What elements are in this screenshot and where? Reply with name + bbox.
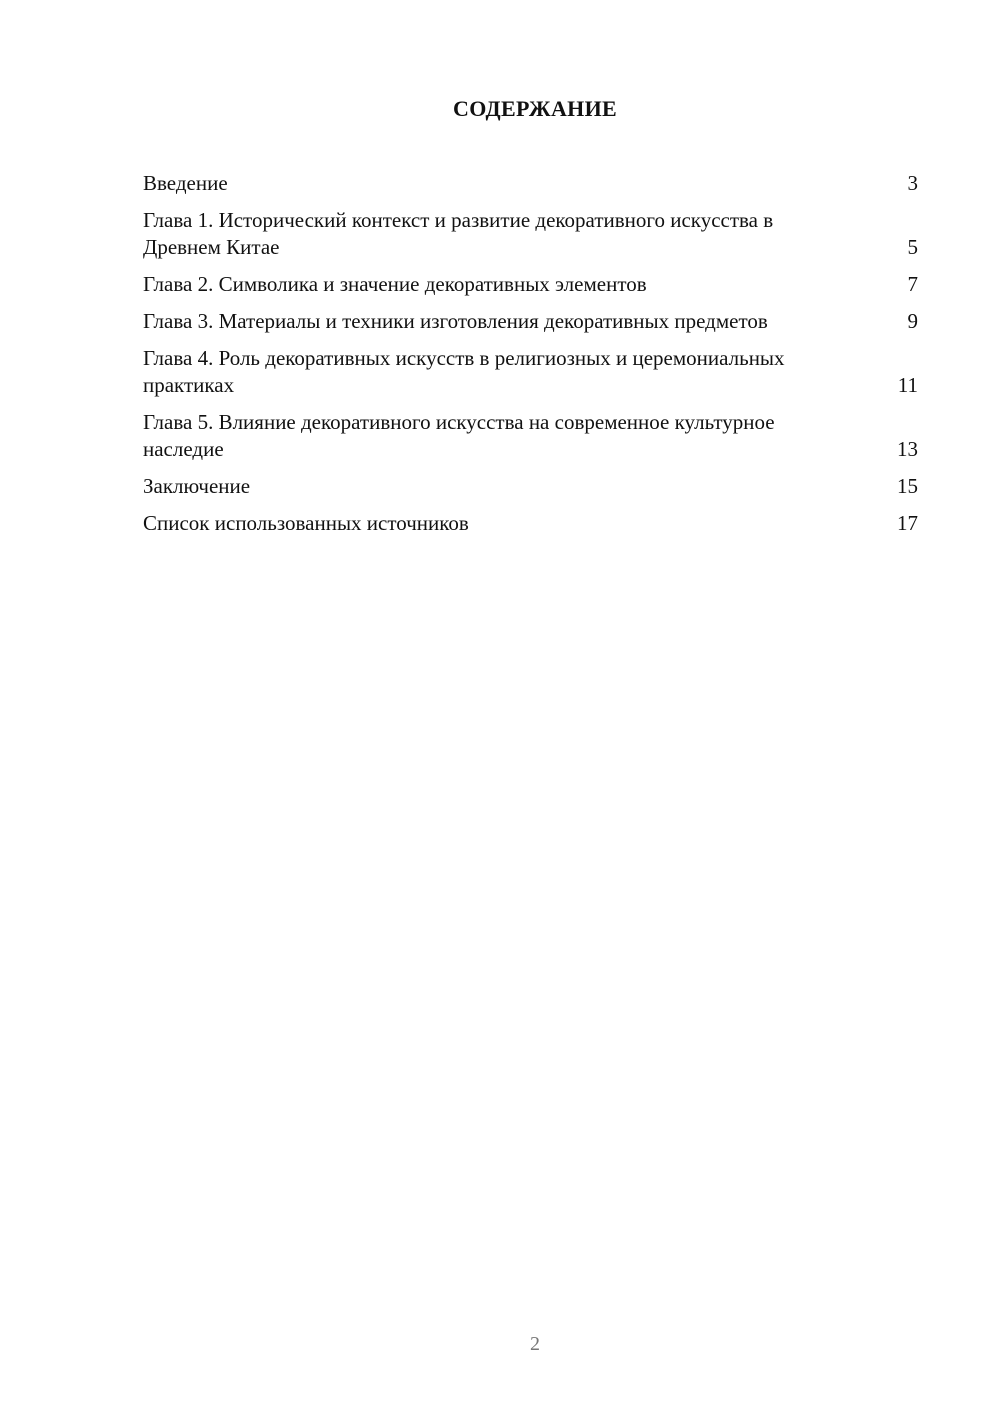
toc-entry-chapter-1[interactable] xyxy=(143,207,918,261)
toc-entry-page: 3 xyxy=(907,171,918,195)
toc-entry-page: 13 xyxy=(897,437,918,461)
page-title: СОДЕРЖАНИЕ xyxy=(453,96,617,121)
toc-entry-title: Глава 2. Символика и значение декоративных элементов xyxy=(143,272,647,296)
toc-entry-title: Глава 4. Роль декоративных искусств в религиозных и церемониальных практиках xyxy=(143,346,785,397)
toc-entry-conclusion[interactable] xyxy=(143,473,918,500)
table-of-contents xyxy=(143,170,918,547)
toc-entry-page: 15 xyxy=(897,474,918,498)
toc-entry-title: Глава 1. Исторический контекст и развитие декоративного искусства в Древнем Китае xyxy=(143,208,774,259)
toc-entry-title: Введение xyxy=(143,171,228,195)
toc-entry-title: Глава 5. Влияние декоративного искусства на современное культурное наследие xyxy=(143,410,775,461)
toc-entry-title: Заключение xyxy=(143,474,251,498)
toc-entry-chapter-3[interactable] xyxy=(143,308,918,335)
toc-entry-title: Глава 3. Материалы и техники изготовления декоративных предметов xyxy=(143,309,768,333)
page-number: 2 xyxy=(530,1333,540,1355)
toc-entry-page: 7 xyxy=(907,272,918,296)
toc-entry-page: 9 xyxy=(907,309,918,333)
toc-entry-chapter-5[interactable] xyxy=(143,409,918,463)
toc-entry-chapter-2[interactable] xyxy=(143,271,918,298)
toc-entry-title: Список использованных источников xyxy=(143,511,469,535)
toc-entry-page: 17 xyxy=(897,511,918,535)
toc-entry-page: 11 xyxy=(897,373,918,397)
toc-entry-introduction[interactable] xyxy=(143,170,918,197)
toc-entry-chapter-4[interactable] xyxy=(143,345,918,399)
toc-entry-references[interactable] xyxy=(143,510,918,537)
toc-entry-page: 5 xyxy=(907,235,918,259)
